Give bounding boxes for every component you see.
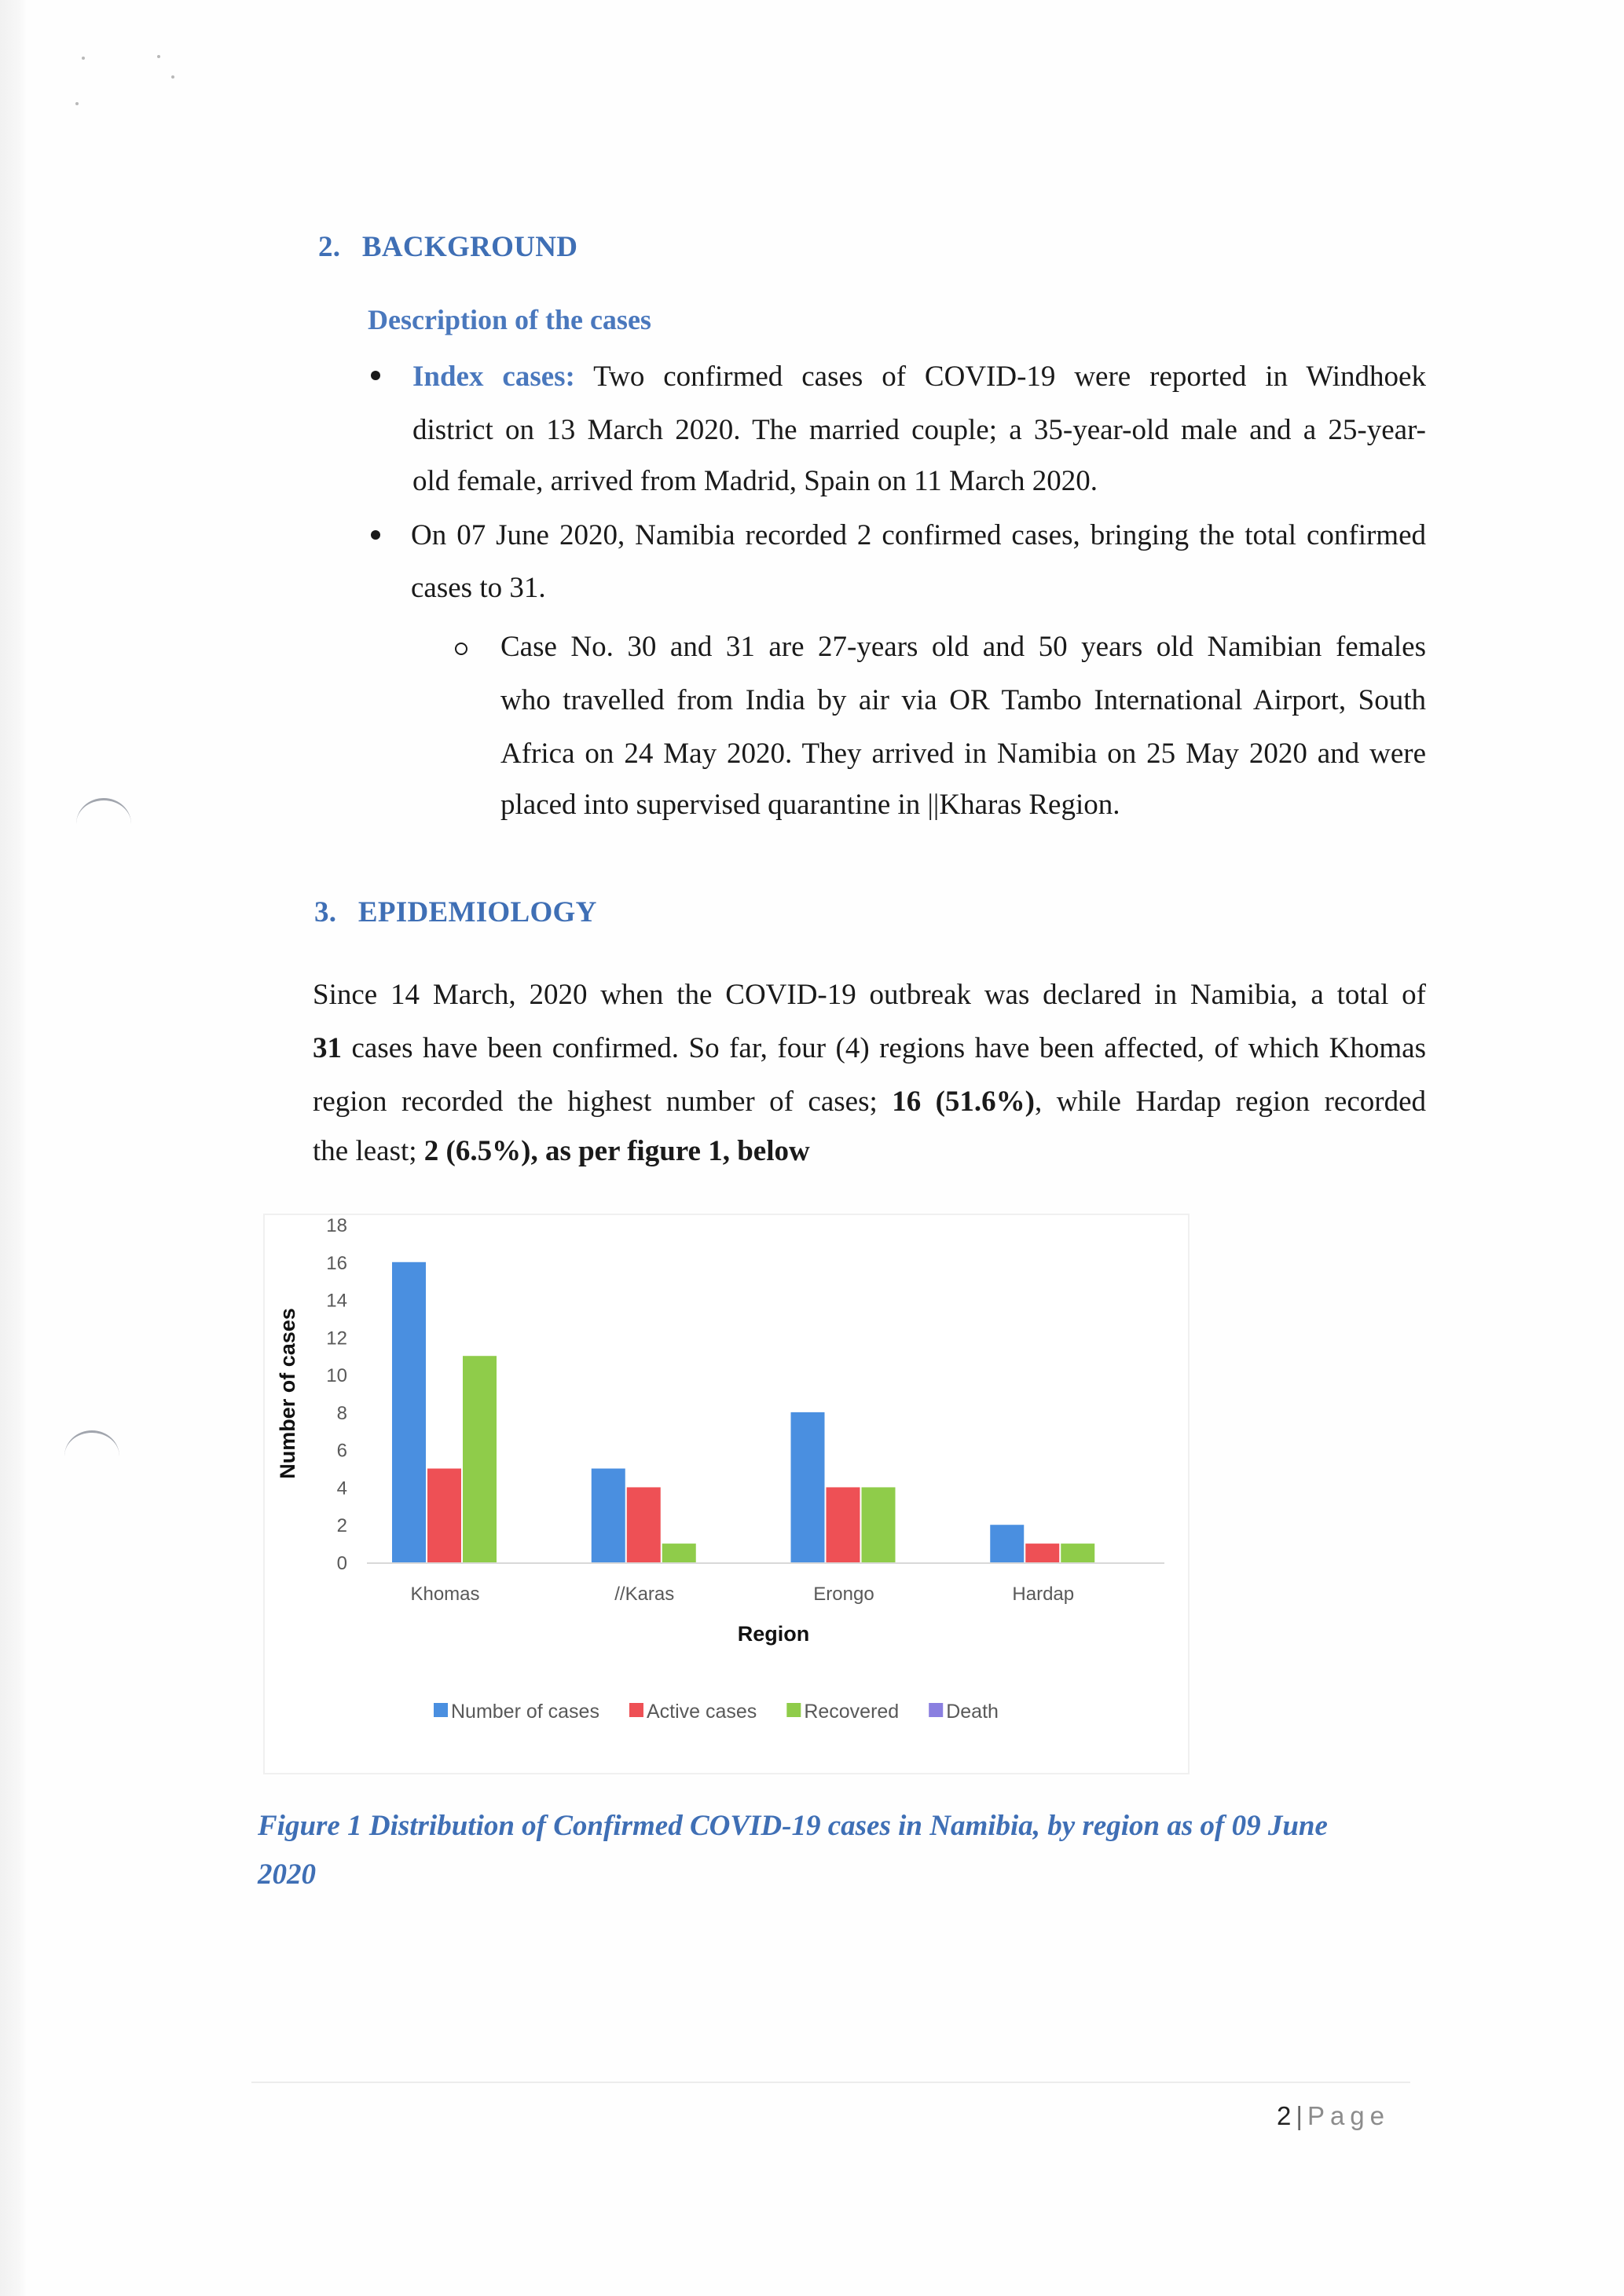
y-tick-label: 16 [326, 1252, 347, 1274]
hole-punch-mark [64, 1430, 119, 1456]
bullet-icon [371, 530, 380, 540]
scan-speck [171, 75, 174, 79]
x-axis-labels [410, 1584, 1074, 1605]
y-tick-label: 18 [326, 1215, 347, 1236]
bar-active-cases-hardap [1025, 1543, 1059, 1562]
circle-bullet-icon [455, 643, 467, 655]
section-heading-background [318, 230, 577, 264]
subbullet-line-1: Case No. 30 and 31 are 27-years old and 50 years old Namibian females [500, 631, 1426, 663]
bar-recovered-karas [662, 1543, 696, 1562]
legend [434, 1701, 999, 1723]
x-tick-label: Erongo [813, 1584, 874, 1605]
chart-frame [263, 1214, 1190, 1774]
page-number [1277, 2101, 1390, 2131]
bars [392, 1262, 1094, 1562]
section-title: EPIDEMIOLOGY [357, 896, 597, 928]
epi-line-3-text: region recorded the highest number of cases; [313, 1086, 893, 1118]
x-axis-title: Region [737, 1622, 810, 1646]
legend-label: Recovered [804, 1701, 900, 1723]
y-tick-label: 8 [336, 1402, 347, 1424]
legend-swatch [929, 1703, 943, 1717]
y-tick-label: 4 [336, 1478, 347, 1500]
bar-number-of-cases-erongo [791, 1412, 825, 1562]
epi-line-3 [313, 1085, 1426, 1119]
footer-divider [251, 2082, 1410, 2083]
page-separator: | [1296, 2101, 1303, 2130]
section-heading-epidemiology [314, 895, 597, 929]
hole-punch-mark [76, 798, 131, 824]
figure-caption-line-2: 2020 [258, 1858, 316, 1891]
bullet-2-line-1: On 07 June 2020, Namibia recorded 2 confirmed cases, bringing the total confirmed [411, 519, 1426, 551]
hardap-cases-value: 2 (6.5%), as per figure 1, below [423, 1135, 810, 1167]
y-tick-label: 12 [326, 1327, 347, 1349]
khomas-cases-value: 16 (51.6%) [892, 1086, 1036, 1118]
bar-number-of-cases-hardap [990, 1525, 1024, 1562]
index-cases-label: Index cases: [412, 361, 575, 393]
bullet-1-text: Two confirmed cases of COVID-19 were reported in Windhoek [593, 361, 1426, 393]
total-cases-value: 31 [313, 1032, 342, 1064]
subbullet-line-3: Africa on 24 May 2020. They arrived in Namibia on 25 May 2020 and were [500, 738, 1426, 770]
epi-line-4-text: the least; [313, 1135, 424, 1167]
bar-active-cases-khomas [427, 1469, 461, 1562]
legend-swatch [786, 1703, 801, 1717]
page-word: Page [1307, 2101, 1391, 2130]
x-tick-label: //Karas [614, 1584, 675, 1605]
bullet-1-line-3: old female, arrived from Madrid, Spain on 11 March 2020. [412, 465, 1098, 497]
bar-recovered-khomas [463, 1356, 497, 1562]
scan-edge [0, 0, 27, 2296]
epi-line-3-text-end: , while Hardap region recorded [1035, 1086, 1426, 1118]
legend-label: Death [946, 1701, 999, 1723]
section-number: 3. [314, 896, 337, 928]
legend-label: Number of cases [451, 1701, 599, 1723]
epi-line-4 [313, 1137, 810, 1166]
subheading-description: Description of the cases [368, 304, 651, 335]
y-tick-label: 14 [326, 1290, 347, 1312]
epi-line-2-text: cases have been confirmed. So far, four (4) regions have been affected, of which Khomas [342, 1032, 1426, 1064]
y-tick-label: 10 [326, 1365, 347, 1387]
bar-number-of-cases-khomas [392, 1262, 426, 1562]
page-number-value: 2 [1277, 2101, 1292, 2130]
y-tick-label: 0 [336, 1553, 347, 1574]
legend-label: Active cases [646, 1701, 757, 1723]
y-axis-title: Number of cases [276, 1308, 299, 1479]
y-axis-ticks [326, 1215, 347, 1574]
subbullet-line-2: who travelled from India by air via OR Tambo International Airport, South [500, 684, 1426, 716]
bar-active-cases-erongo [827, 1487, 860, 1562]
section-number: 2. [318, 231, 341, 263]
epi-line-2 [313, 1031, 1426, 1065]
x-tick-label: Khomas [410, 1584, 480, 1605]
y-tick-label: 6 [336, 1440, 347, 1462]
bar-recovered-erongo [862, 1487, 896, 1562]
bullet-icon [371, 371, 380, 380]
bullet-1-line-2: district on 13 March 2020. The married couple; a 35-year-old male and a 25-year- [412, 414, 1426, 446]
x-tick-label: Hardap [1012, 1584, 1075, 1605]
section-title: BACKGROUND [361, 231, 578, 263]
bullet-1-line-1 [412, 360, 1426, 394]
legend-swatch [629, 1703, 643, 1717]
epi-line-1: Since 14 March, 2020 when the COVID-19 outbreak was declared in Namibia, a total of [313, 979, 1426, 1011]
bar-active-cases-karas [627, 1487, 661, 1562]
scan-speck [157, 55, 160, 58]
bar-recovered-hardap [1061, 1543, 1094, 1562]
bullet-2-line-2: cases to 31. [411, 572, 546, 604]
scan-speck [75, 102, 79, 105]
bar-number-of-cases-karas [592, 1469, 625, 1562]
subbullet-line-4: placed into supervised quarantine in ||Kharas Region. [500, 789, 1120, 821]
legend-swatch [434, 1703, 448, 1717]
figure-caption-line-1: Figure 1 Distribution of Confirmed COVID-19 cases in Namibia, by region as of 09 June [258, 1810, 1328, 1842]
scan-speck [82, 57, 85, 60]
bar-chart [265, 1215, 1188, 1773]
y-tick-label: 2 [336, 1515, 347, 1537]
